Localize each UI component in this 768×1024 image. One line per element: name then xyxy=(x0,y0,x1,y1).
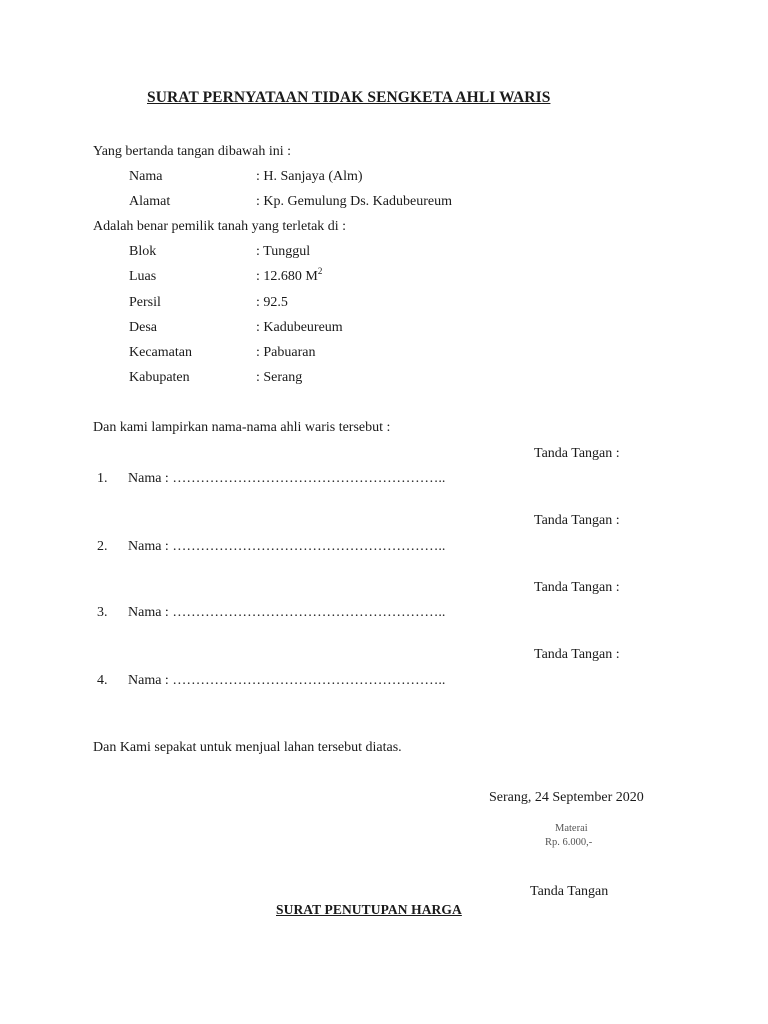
land-intro-text: Adalah benar pemilik tanah yang terletak di : xyxy=(93,219,347,234)
heir-1-name-line: Nama : ………………………………………………….. xyxy=(128,471,446,486)
person-name-value: : H. Sanjaya (Alm) xyxy=(256,169,363,184)
heirs-intro-text: Dan kami lampirkan nama-nama ahli waris tersebut : xyxy=(93,420,391,435)
heir-3-number: 3. xyxy=(97,605,108,620)
land-kabupaten-value: : Serang xyxy=(256,370,303,385)
heir-3-name-line: Nama : ………………………………………………….. xyxy=(128,605,446,620)
person-name-label: Nama xyxy=(129,169,163,184)
stamp-amount: Rp. 6.000,- xyxy=(545,837,593,848)
land-kabupaten-label: Kabupaten xyxy=(129,370,190,385)
heir-2-signature-label: Tanda Tangan : xyxy=(534,513,620,528)
heir-2-number: 2. xyxy=(97,539,108,554)
place-date: Serang, 24 September 2020 xyxy=(489,790,644,805)
heir-4-number: 4. xyxy=(97,673,108,688)
land-blok-label: Blok xyxy=(129,244,157,259)
land-luas-number: : 12.680 M xyxy=(256,269,318,284)
land-luas-value xyxy=(256,266,323,284)
intro-text: Yang bertanda tangan dibawah ini : xyxy=(93,144,292,159)
heir-3-signature-label: Tanda Tangan : xyxy=(534,580,620,595)
stamp-label: Materai xyxy=(555,823,588,834)
land-persil-label: Persil xyxy=(129,295,161,310)
heir-4-signature-label: Tanda Tangan : xyxy=(534,647,620,662)
land-luas-label: Luas xyxy=(129,269,157,284)
land-persil-value: : 92.5 xyxy=(256,295,288,310)
document-title: SURAT PERNYATAAN TIDAK SENGKETA AHLI WARIS xyxy=(147,89,551,106)
heir-4-name-line: Nama : ………………………………………………….. xyxy=(128,673,446,688)
heir-1-signature-label: Tanda Tangan : xyxy=(534,446,620,461)
land-luas-superscript: 2 xyxy=(317,266,323,276)
signature-label: Tanda Tangan xyxy=(530,884,609,899)
land-blok-value: : Tunggul xyxy=(256,244,311,259)
heir-1-number: 1. xyxy=(97,471,108,486)
next-section-title: SURAT PENUTUPAN HARGA xyxy=(276,902,462,917)
person-address-label: Alamat xyxy=(129,194,171,209)
land-kecamatan-label: Kecamatan xyxy=(129,345,192,360)
person-address-value: : Kp. Gemulung Ds. Kadubeureum xyxy=(256,194,452,209)
land-desa-label: Desa xyxy=(129,320,157,335)
land-kecamatan-value: : Pabuaran xyxy=(256,345,316,360)
heir-2-name-line: Nama : ………………………………………………….. xyxy=(128,539,446,554)
agreement-text: Dan Kami sepakat untuk menjual lahan tersebut diatas. xyxy=(93,740,402,755)
land-desa-value: : Kadubeureum xyxy=(256,320,343,335)
